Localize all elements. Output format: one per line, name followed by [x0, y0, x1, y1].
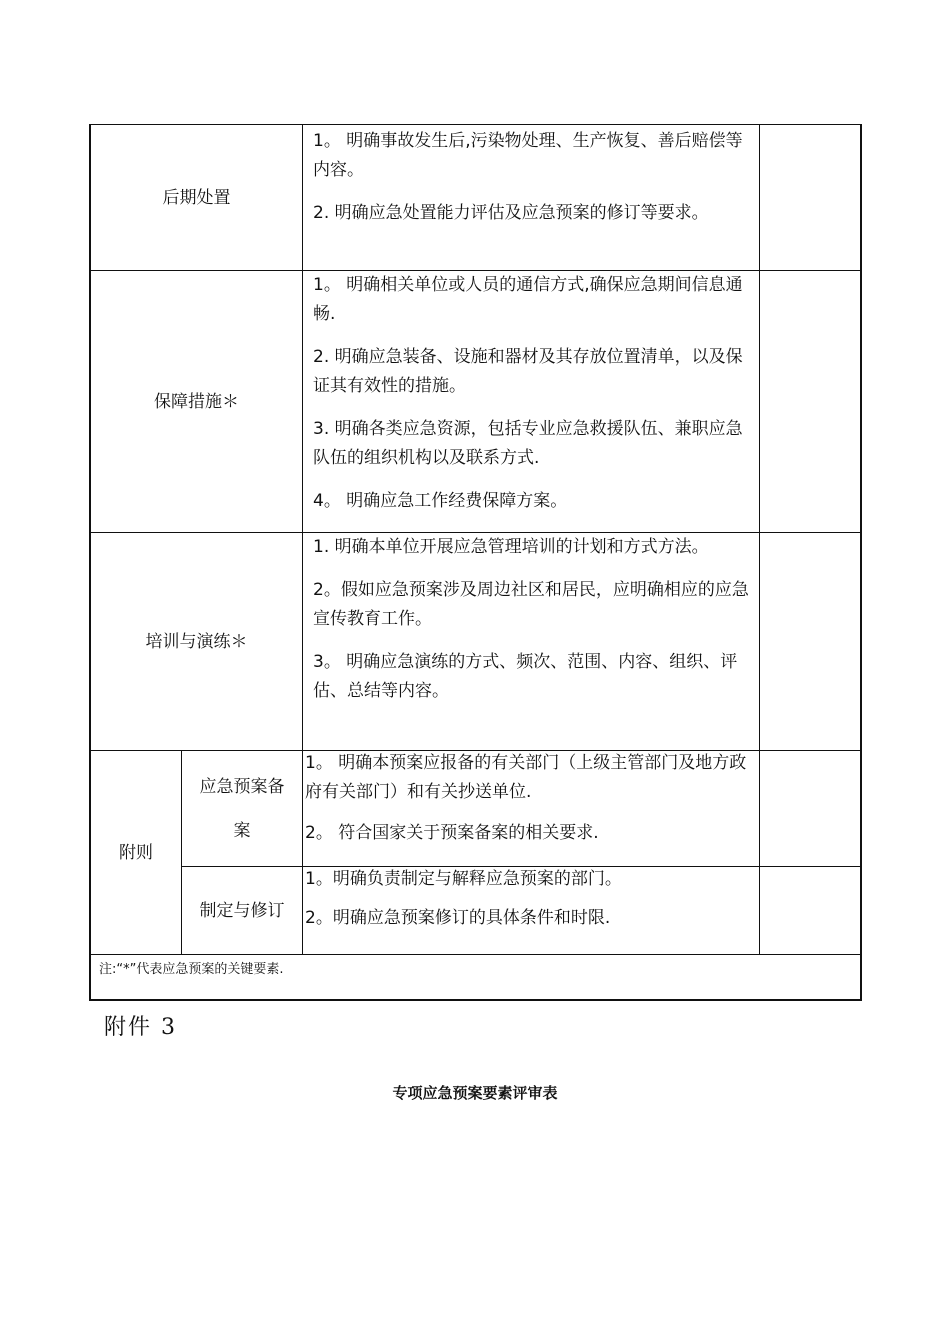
- section-title: 专项应急预案要素评审表: [392, 1084, 558, 1102]
- score-cell: [760, 533, 862, 751]
- note-text: 注:“*”代表应急预案的关键要素.: [99, 962, 284, 977]
- row-label-training: [91, 533, 303, 751]
- attachment-heading: 附件 3: [104, 1015, 177, 1040]
- row-label-text: 保障措施＊: [154, 391, 239, 412]
- sub-content-revision: [303, 867, 760, 955]
- item-text: 1。 明确事故发生后,污染物处理、生产恢复、善后赔偿等内容。: [313, 131, 743, 180]
- sub-label-text: 制定与修订: [199, 900, 285, 921]
- row-label-appendix: [91, 751, 182, 955]
- row-label-text: 后期处置: [162, 187, 231, 208]
- row-label-text: 附则: [119, 842, 153, 863]
- item-text: 2。 符合国家关于预案备案的相关要求.: [305, 823, 599, 843]
- item-text: 2。假如应急预案涉及周边社区和居民，应明确相应的应急宣传教育工作。: [313, 580, 749, 629]
- row-label-aftermath: [91, 125, 303, 271]
- score-cell: [760, 125, 862, 271]
- row-content-safeguards: [303, 271, 760, 533]
- sub-label-revision: [182, 867, 303, 955]
- row-content-training: [303, 533, 760, 751]
- item-text: 2. 明确应急装备、设施和器材及其存放位置清单，以及保证其有效性的措施。: [313, 347, 743, 396]
- item-text: 4。 明确应急工作经费保障方案。: [313, 491, 568, 511]
- score-cell: [760, 751, 862, 867]
- score-cell: [760, 867, 862, 955]
- item-text: 3。 明确应急演练的方式、频次、范围、内容、组织、评估、总结等内容。: [313, 652, 738, 701]
- item-text: 2. 明确应急处置能力评估及应急预案的修订等要求。: [313, 203, 709, 223]
- row-label-safeguards: [91, 271, 303, 533]
- sub-content-filing: [303, 751, 760, 867]
- row-content-aftermath: [303, 125, 760, 271]
- item-text: 1。 明确本预案应报备的有关部门（上级主管部门及地方政府有关部门）和有关抄送单位.: [305, 753, 747, 802]
- table-note: [91, 955, 862, 1000]
- row-label-text: 培训与演练＊: [145, 631, 248, 652]
- sub-label-filing: [182, 751, 303, 867]
- item-text: 1。明确负责制定与解释应急预案的部门。: [305, 869, 622, 889]
- item-text: 3. 明确各类应急资源，包括专业应急救援队伍、兼职应急队伍的组织机构以及联系方式.: [313, 419, 743, 468]
- item-text: 1. 明确本单位开展应急管理培训的计划和方式方法。: [313, 537, 709, 557]
- sub-label-text: 应急预案备案: [199, 776, 285, 841]
- score-cell: [760, 271, 862, 533]
- item-text: 1。 明确相关单位或人员的通信方式,确保应急期间信息通畅.: [313, 275, 743, 324]
- review-table: [89, 124, 862, 1001]
- item-text: 2。明确应急预案修订的具体条件和时限.: [305, 908, 611, 928]
